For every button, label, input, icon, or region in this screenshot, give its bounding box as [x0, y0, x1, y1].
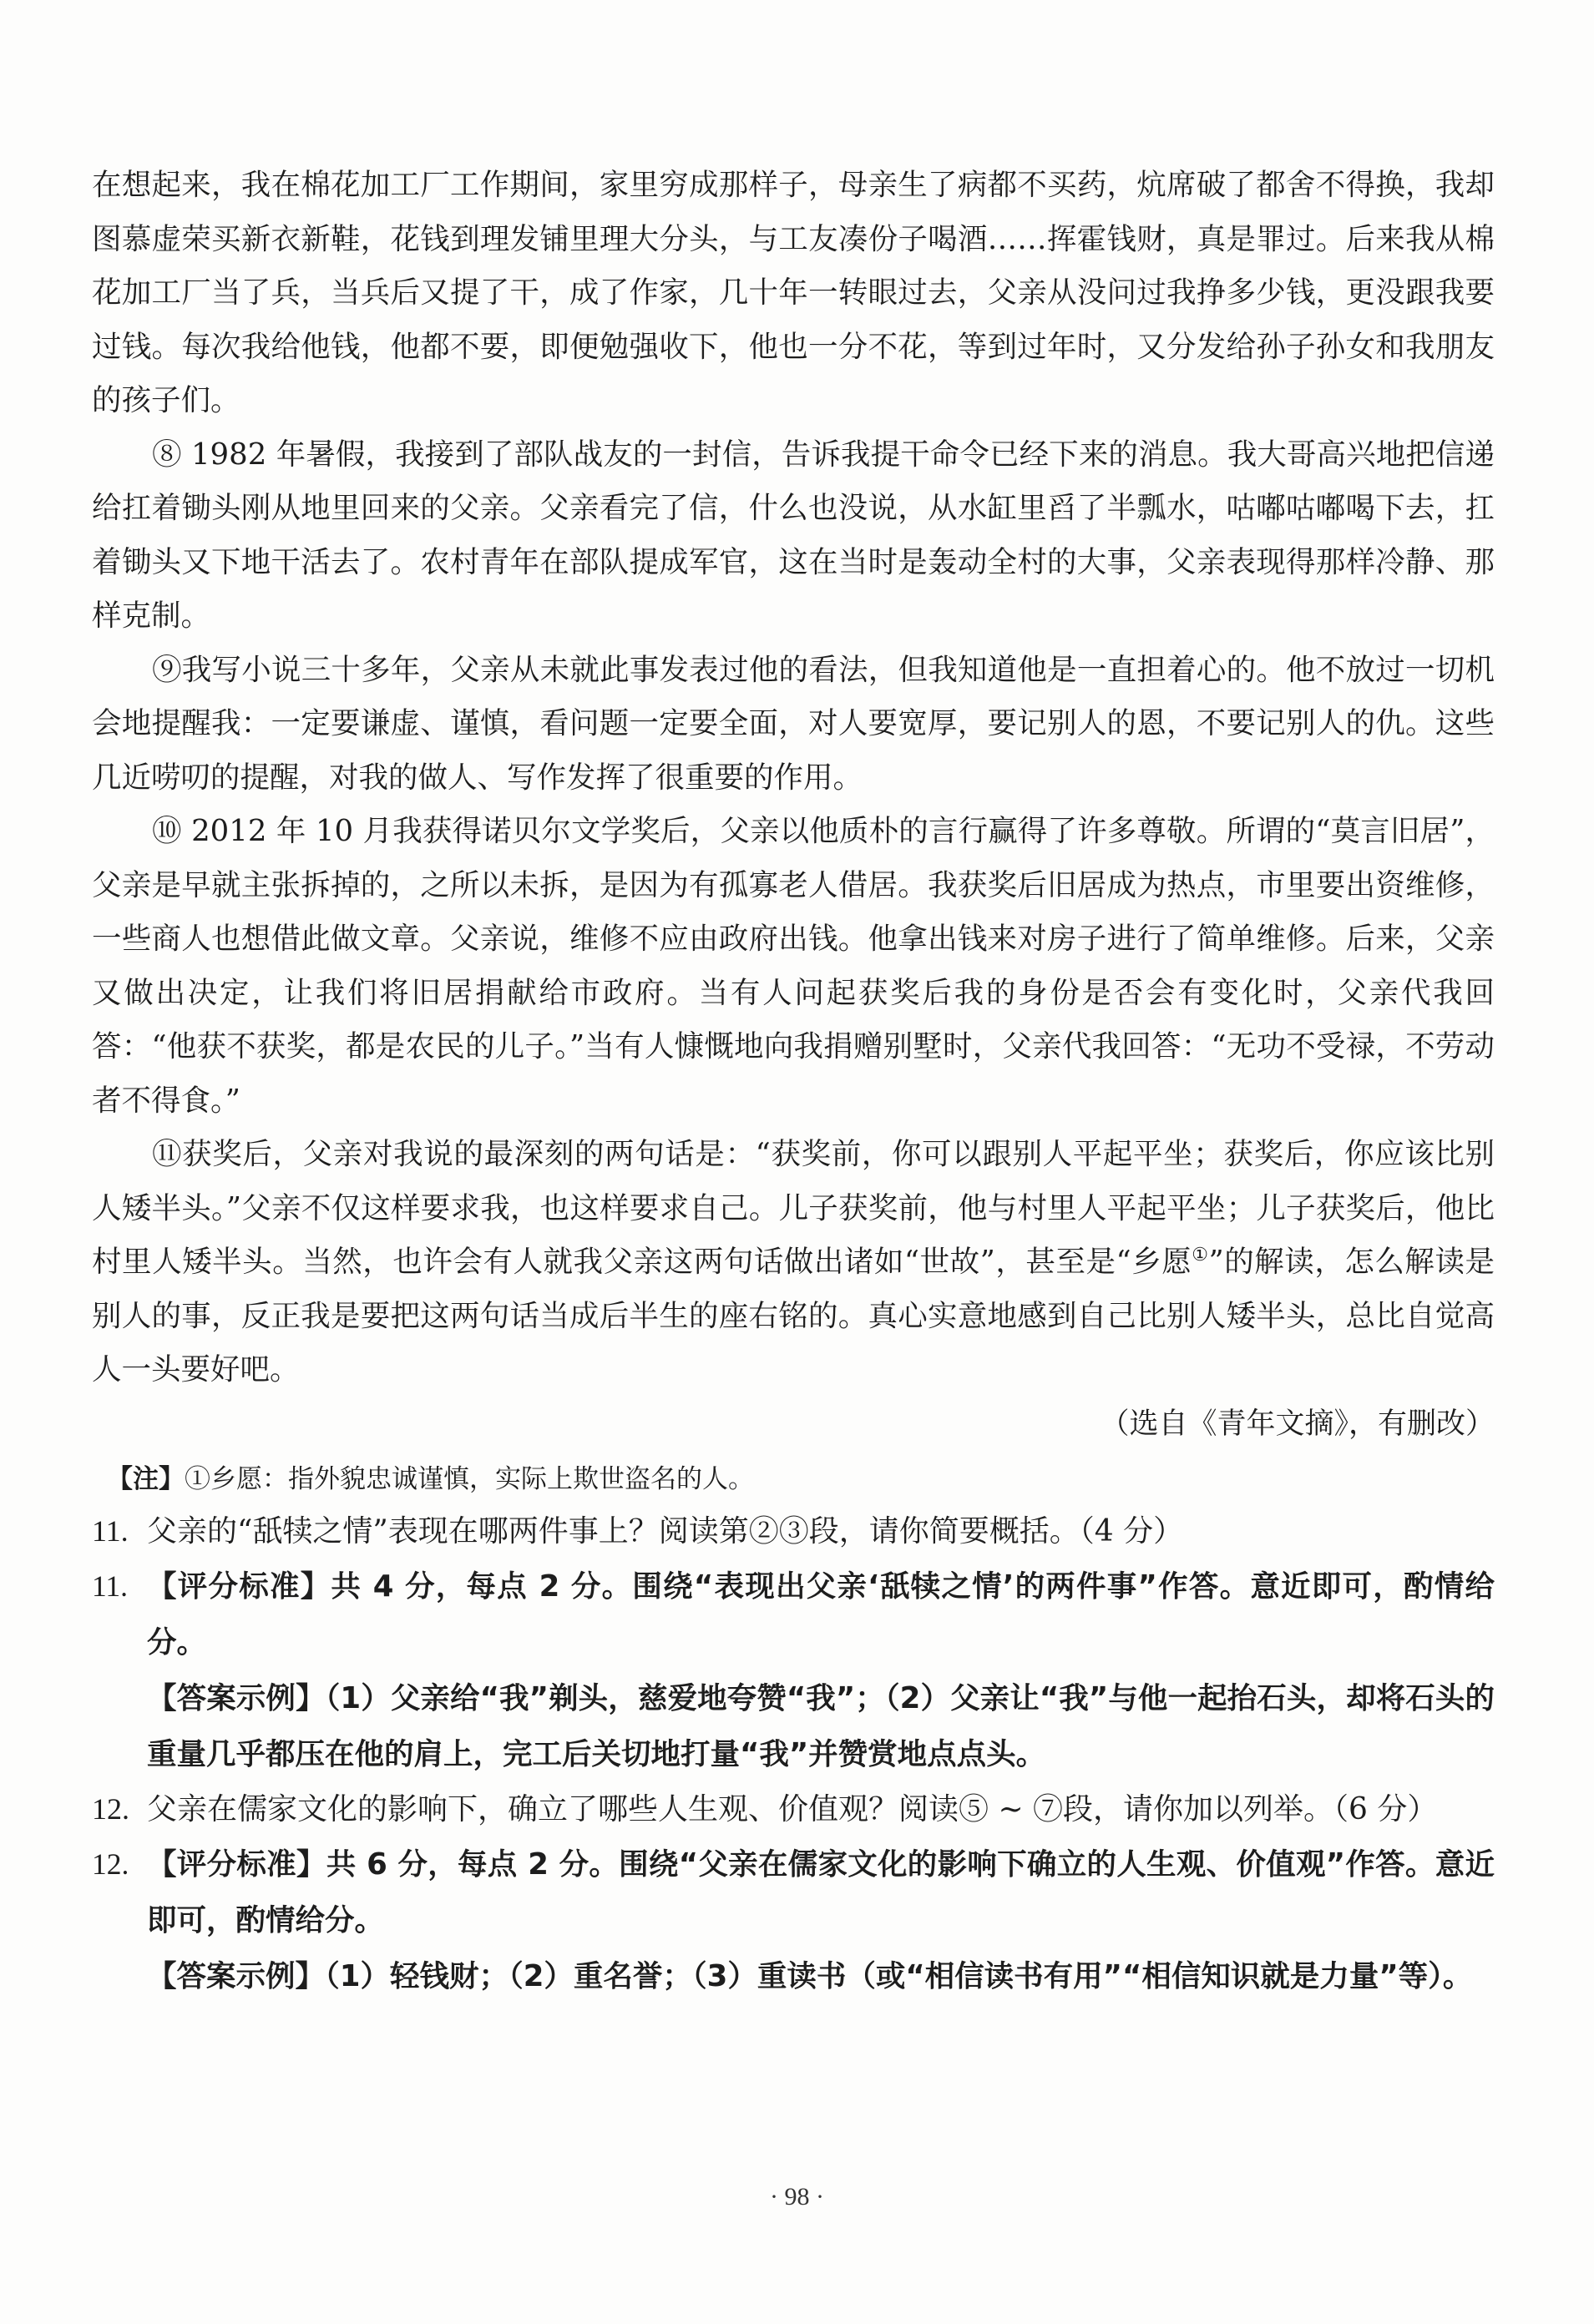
document-page: [92, 159, 1495, 2004]
answer-12-criteria: [92, 1836, 1495, 1948]
answer-11-sample: 【答案示例】（1）父亲给“我”剃头，慈爱地夸赞“我”；（2）父亲让“我”与他一起抬石头，却将石头的重量几乎都压在他的肩上，完工后关切地打量“我”并赞赏地点点头。: [147, 1680, 1495, 1771]
footnote-text: ①乡愿：指外貌忠诚谨慎，实际上欺世盗名的人。: [185, 1463, 754, 1494]
footnote: [92, 1454, 1495, 1504]
question-11: [92, 1504, 1495, 1559]
answer-number: 12.: [92, 1847, 129, 1881]
paragraph-10: ⑩ 2012 年 10 月我获得诺贝尔文学奖后，父亲以他质朴的言行赢得了许多尊敬。所谓的“莫言旧居”，父亲是早就主张拆掉的，之所以未拆，是因为有孤寡老人借居。我获奖后旧居成为热点，市里要出资维修，一些商人也想借此做文章。父亲说，维修不应由政府出钱。他拿出钱来对房子进行了简单维修。后来，父亲又做出决定，让我们将旧居捐献给市政府。当有人问起获奖后我的身份是否会有变化时，父亲代我回答：“他获不获奖，都是农民的儿子。”当有人慷慨地向我捐赠别墅时，父亲代我回答：“无功不受禄，不劳动者不得食。”: [92, 814, 1495, 1118]
answer-12-sample: 【答案示例】（1）轻钱财；（2）重名誉；（3）重读书（或“相信读书有用”“相信知识就是力量”等）。: [147, 1958, 1473, 1993]
question-12: [92, 1782, 1495, 1836]
paragraph-9: ⑨我写小说三十多年，父亲从未就此事发表过他的看法，但我知道他是一直担着心的。他不放过一切机会地提醒我：一定要谦虚、谨慎，看问题一定要全面，对人要宽厚，要记别人的恩，不要记别人的仇。这些几近唠叨的提醒，对我的做人、写作发挥了很重要的作用。: [92, 652, 1495, 795]
answer-11-criteria: [92, 1559, 1495, 1670]
question-text: 父亲的“舐犊之情”表现在哪两件事上？阅读第②③段，请你简要概括。（4 分）: [147, 1513, 1184, 1548]
question-number: 12.: [92, 1791, 129, 1826]
paragraph-11: [92, 1128, 1495, 1397]
footnote-marker: ①: [1192, 1245, 1209, 1266]
paragraph-11-text-a: ⑪获奖后，父亲对我说的最深刻的两句话是：“获奖前，你可以跟别人平起平坐；获奖后，你应该比别人矮半头。”父亲不仅这样要求我，也这样要求自己。儿子获奖前，他与村里人平起平坐；儿子获奖后，他比村里人矮半头。当然，也许会有人就我父亲这两句话做出诸如“世故”，甚至是“乡愿: [92, 1137, 1495, 1279]
paragraph-continued: 在想起来，我在棉花加工厂工作期间，家里穷成那样子，母亲生了病都不买药，炕席破了都舍不得换，我却图慕虚荣买新衣新鞋，花钱到理发铺里理大分头，与工友凑份子喝酒……挥霍钱财，真是罪过。后来我从棉花加工厂当了兵，当兵后又提了干，成了作家，几十年一转眼过去，父亲从没问过我挣多少钱，更没跟我要过钱。每次我给他钱，他都不要，即便勉强收下，他也一分不花，等到过年时，又分发给孙子孙女和我朋友的孩子们。: [92, 168, 1495, 417]
source-citation: （选自《青年文摘》，有删改）: [1100, 1407, 1495, 1441]
paragraph-8: ⑧ 1982 年暑假，我接到了部队战友的一封信，告诉我提干命令已经下来的消息。我大哥高兴地把信递给扛着锄头刚从地里回来的父亲。父亲看完了信，什么也没说，从水缸里舀了半瓢水，咕嘟咕嘟喝下去，扛着锄头又下地干活去了。农村青年在部队提成军官，这在当时是轰动全村的大事，父亲表现得那样冷静、那样克制。: [92, 437, 1495, 633]
footnote-tag: 【注】: [107, 1463, 185, 1494]
answer-number: 11.: [92, 1569, 129, 1603]
question-number: 11.: [92, 1513, 129, 1548]
question-text: 父亲在儒家文化的影响下，确立了哪些人生观、价值观？阅读⑤ ~ ⑦段，请你加以列举。（6 分）: [147, 1791, 1438, 1826]
scoring-criteria: 【评分标准】共 4 分，每点 2 分。围绕“表现出父亲‘舐犊之情’的两件事”作答。意近即可，酌情给分。: [147, 1569, 1495, 1660]
scoring-criteria: 【评分标准】共 6 分，每点 2 分。围绕“父亲在儒家文化的影响下确立的人生观、价值观”作答。意近即可，酌情给分。: [147, 1847, 1495, 1938]
paragraph-11-text-b: ”的解读，怎么解读是别人的事，反正我是要把这两句话当成后半生的座右铭的。真心实意地感到自己比别人矮半头，总比自觉高人一头要好吧。: [92, 1245, 1495, 1387]
page-number: · 98 ·: [770, 2183, 824, 2210]
